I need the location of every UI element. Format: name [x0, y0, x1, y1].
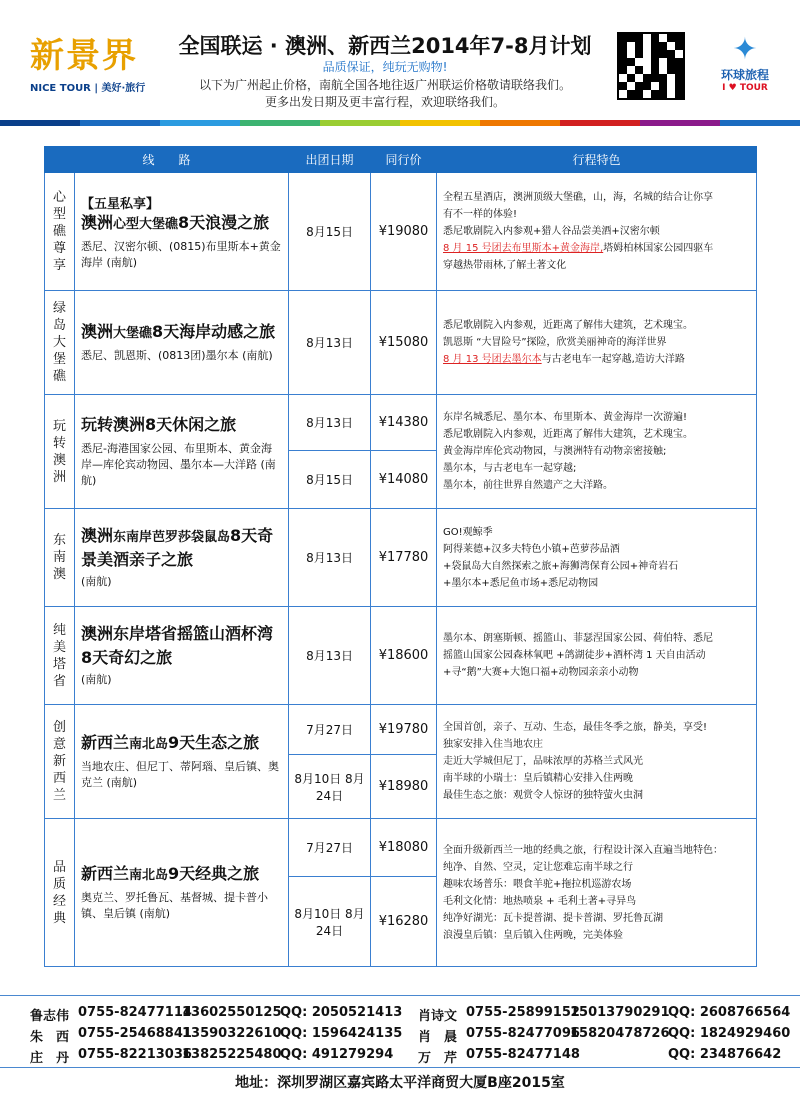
feature-text: +墨尔本+悉尼鱼市场+悉尼动物园 [443, 577, 599, 589]
price-cell: ¥18980 [371, 755, 437, 819]
route-cell [75, 607, 289, 705]
category-cell [45, 395, 75, 509]
header-features: 行程特色 [437, 147, 757, 173]
contact-qq: QQ: 1596424135 [280, 1026, 403, 1041]
route-title-rest: 湾8天奇幻之旅 [81, 624, 274, 667]
date-cell: 7月27日 [289, 705, 371, 755]
contact-phone: 0755-82213036 [78, 1047, 192, 1062]
star-icon: ✦ [732, 32, 758, 67]
feature-text: 摇篮山国家公园森林氧吧 +鸽湖徒步+酒杯湾 1 天自由活动 [443, 650, 706, 661]
category-cell [45, 173, 75, 291]
category-char: 礁 [52, 369, 66, 384]
contact-mobile: 13590322610 [182, 1026, 282, 1041]
category-char: 西 [52, 771, 66, 786]
features-cell [437, 509, 757, 607]
price-cell: ¥19080 [371, 173, 437, 291]
feature-text: 最佳生态之旅：观赏令人惊讶的独特萤火虫洞 [443, 790, 644, 801]
category-char: 尊 [52, 241, 66, 256]
feature-text-after: 塔姆柏林国家公园四驱车 [603, 243, 714, 254]
feature-line [443, 842, 750, 859]
tagline: 品质保证，纯玩无购物! [322, 60, 448, 74]
feature-text: 阿得莱德+汉多夫特色小镇+芭萝莎品酒 [443, 543, 620, 555]
qr-code-icon [617, 32, 685, 100]
date-cell: 8月10日 8月24日 [289, 877, 371, 967]
feature-line [443, 189, 750, 206]
route-title-small: 心型大堡礁 [113, 216, 179, 232]
feature-text: 独家安排入住当地农庄 [443, 739, 544, 750]
feature-line [443, 630, 750, 647]
contact-name: 肖 晨 [418, 1030, 458, 1045]
feature-text: 全面升级新西兰一地的经典之旅，行程设计深入直遍当地特色： [443, 844, 724, 856]
intro-line-2: 更多出发日期及更丰富行程，欢迎联络我们。 [264, 95, 505, 109]
category-char: 东 [52, 533, 66, 548]
feature-text: 全程五星酒店，澳洲顶级大堡礁，山，海，名城的结合让你享 [443, 192, 714, 203]
feature-text: 凯恩斯 “大冒险号”探险，欣赏美丽神奇的海洋世界 [443, 337, 667, 348]
contact-qq: QQ: 2050521413 [280, 1005, 403, 1020]
route-cell [75, 819, 289, 967]
contact-phone: 0755-25468841 [78, 1026, 192, 1041]
address: 地址：深圳罗湖区嘉宾路太平洋商贸大厦B座2015室 [235, 1075, 565, 1091]
table-row [45, 607, 757, 705]
features-cell [437, 173, 757, 291]
feature-line [443, 859, 750, 876]
contact-mobile: 15013790291 [570, 1005, 670, 1020]
route-title-rest: 8天奇景美酒亲子之旅 [81, 526, 274, 569]
feature-text: 纯净、自然、空灵，定让您难忘南半球之行 [443, 861, 634, 873]
category-char: 美 [52, 639, 66, 655]
table-row [45, 395, 757, 451]
feature-line [443, 257, 750, 274]
feature-text: 走近大学城但尼丁，品味浓厚的苏格兰式风光 [443, 756, 644, 767]
feature-text: +袋鼠岛大自然探索之旅+海狮湾保育公园+神奇岩石 [443, 560, 679, 572]
route-cell [75, 509, 289, 607]
contact-phone: 0755-82477114 [78, 1005, 192, 1020]
route-title-small: 东南岸芭罗莎袋鼠岛 [113, 530, 231, 545]
route-desc: 奥克兰、罗托鲁瓦、基督城、提卡普小镇、皇后镇 (南航) [81, 891, 268, 920]
contact-qq: QQ: 1824929460 [668, 1026, 791, 1041]
features-cell [437, 819, 757, 967]
category-char: 品 [52, 859, 66, 875]
feature-text: 纯净好湖光：瓦卡提普湖、提卡普湖、罗托鲁瓦湖 [443, 912, 664, 924]
category-char: 南 [52, 550, 66, 565]
category-cell [45, 819, 75, 967]
category-char: 享 [52, 258, 66, 273]
route-desc: 当地农庄、但尼丁、蒂阿瑙、皇后镇、奥克兰 (南航) [81, 760, 279, 789]
contact-phone: 0755-25899152 [466, 1005, 580, 1020]
date-cell: 7月27日 [289, 819, 371, 877]
route-desc: 悉尼、汉密尔顿、(0815)布里斯本+黄金海岸 (南航) [81, 239, 281, 269]
feature-line [443, 317, 750, 334]
price-cell: ¥19780 [371, 705, 437, 755]
route-title-rest: 9天经典之旅 [168, 864, 260, 883]
feature-text: 浪漫皇后镇：皇后镇入住两晚，完美体验 [443, 929, 624, 941]
category-char: 岛 [52, 318, 66, 333]
route-desc: (南航) [81, 575, 112, 588]
table-header-row [45, 147, 757, 173]
category-char: 洲 [52, 469, 66, 485]
feature-text-after: 与古老电车一起穿越,造访大洋路 [541, 354, 685, 365]
page-title: 全国联运 · 澳洲、新西兰2014年7-8月计划 [178, 34, 592, 58]
contact-mobile: 13602550125 [182, 1005, 282, 1020]
feature-text: 黄金海岸库伦宾动物园，与澳洲特有动物亲密接触; [443, 446, 667, 457]
features-cell [437, 607, 757, 705]
feature-line [443, 206, 750, 223]
feature-line [443, 443, 750, 460]
date-cell: 8月13日 [289, 509, 371, 607]
feature-line [443, 575, 750, 592]
features-cell [437, 395, 757, 509]
route-title-main: 澳洲 [81, 526, 114, 545]
contact-qq: QQ: 234876642 [668, 1047, 782, 1062]
feature-line [443, 460, 750, 477]
route-title-rest: 8天休闲之旅 [145, 415, 237, 434]
feature-line [443, 647, 750, 664]
feature-line [443, 787, 750, 804]
category-char: 典 [52, 910, 66, 926]
route-title-rest: 8天海岸动感之旅 [152, 322, 276, 341]
feature-line [443, 753, 750, 770]
feature-text: 悉尼歌剧院入内参观，近距离了解伟大建筑，艺术瑰宝。 [443, 429, 694, 440]
table-row [45, 173, 757, 291]
feature-line [443, 541, 750, 558]
route-title-main: 新西兰 [81, 733, 130, 752]
feature-line [443, 770, 750, 787]
nice-tour-logo [30, 28, 150, 98]
category-char: 质 [52, 876, 66, 892]
feature-text: +寻“鹅”大赛+大饱口福+动物园亲亲小动物 [443, 667, 639, 678]
contact-name: 鲁志伟 [30, 1009, 70, 1024]
table-row [45, 291, 757, 395]
date-cell: 8月13日 [289, 607, 371, 705]
category-char: 澳 [52, 452, 66, 468]
feature-line [443, 558, 750, 575]
contact-mobile: 15820478726 [570, 1026, 670, 1041]
category-char: 意 [52, 737, 66, 752]
feature-line [443, 910, 750, 927]
feature-text: 悉尼歌剧院入内参观+猎人谷品尝美酒+汉密尔顿 [443, 226, 660, 237]
feature-text: 8 月 15 号团去布里斯本+黄金海岸, [443, 243, 604, 254]
contact-qq: QQ: 2608766564 [668, 1005, 791, 1020]
category-char: 心 [52, 190, 66, 205]
route-cell [75, 291, 289, 395]
feature-line [443, 524, 750, 541]
logo-subtext: NICE TOUR | 美好·旅行 [30, 83, 146, 94]
route-cell [75, 173, 289, 291]
contact-name: 朱 西 [30, 1030, 70, 1045]
route-title-small: 大堡礁 [113, 326, 153, 341]
category-char: 塔 [52, 656, 66, 672]
category-cell [45, 509, 75, 607]
brand-name: 环球旅程 [720, 68, 769, 82]
features-cell [437, 291, 757, 395]
route-title-main: 澳洲东岸塔省摇篮山酒杯 [81, 624, 258, 643]
contact-name: 肖诗文 [418, 1009, 458, 1024]
feature-line [443, 334, 750, 351]
route-title-rest: 9天生态之旅 [168, 733, 260, 752]
category-cell [45, 607, 75, 705]
route-cell [75, 395, 289, 509]
category-cell [45, 291, 75, 395]
route-desc: (南航) [81, 673, 112, 686]
color-stripe [0, 120, 800, 126]
date-cell: 8月13日 [289, 395, 371, 451]
table-row [45, 819, 757, 877]
route-title [81, 321, 282, 345]
contact-name: 万 芹 [418, 1051, 458, 1066]
feature-text: 8 月 13 号团去墨尔本 [443, 354, 542, 365]
features-cell [437, 705, 757, 819]
feature-line [443, 240, 750, 257]
category-char: 堡 [52, 352, 66, 367]
feature-text: 南半球的小瑞士：皇后镇精心安排入住两晚 [443, 773, 634, 784]
route-tag: 【五星私享】 [81, 196, 160, 212]
table-row [45, 705, 757, 755]
category-char: 创 [52, 720, 66, 735]
price-cell: ¥16280 [371, 877, 437, 967]
feature-text: 墨尔本、朗塞斯顿、摇篮山、菲瑟涅国家公园、荷伯特、悉尼 [443, 633, 714, 644]
route-title [81, 414, 282, 438]
contact-footer [0, 995, 800, 1100]
category-char: 绿 [52, 301, 66, 316]
feature-line [443, 223, 750, 240]
category-char: 纯 [52, 622, 66, 638]
table-row [45, 509, 757, 607]
category-char: 玩 [52, 418, 66, 434]
route-title [81, 525, 282, 571]
price-cell: ¥15080 [371, 291, 437, 395]
page-header [0, 0, 800, 120]
feature-line [443, 927, 750, 944]
itinerary-table [44, 146, 757, 967]
route-title-small: 南北岛 [129, 868, 169, 883]
category-cell [45, 705, 75, 819]
contact-phone: 0755-82477148 [466, 1047, 580, 1062]
route-title-main: 澳洲 [81, 322, 114, 341]
feature-text: 悉尼歌剧院入内参观，近距离了解伟大建筑，艺术瑰宝。 [443, 320, 694, 331]
contact-name: 庄 丹 [30, 1051, 70, 1066]
logo-text: 新景界 [30, 36, 138, 76]
feature-text: 墨尔本，前往世界自然遗产之大洋路。 [443, 480, 614, 491]
route-title [81, 863, 282, 887]
date-cell: 8月13日 [289, 291, 371, 395]
feature-line [443, 426, 750, 443]
category-char: 澳 [52, 567, 66, 582]
category-char: 省 [52, 673, 66, 689]
category-char: 礁 [52, 224, 66, 239]
contact-phone: 0755-82477096 [466, 1026, 580, 1041]
feature-text: 趣味农场普乐：喂食羊驼+拖拉机巡游农场 [443, 878, 632, 890]
contact-mobile: 13825225480 [182, 1047, 282, 1062]
date-cell: 8月10日 8月24日 [289, 755, 371, 819]
feature-text: 墨尔本，与古老电车一起穿越; [443, 463, 577, 474]
category-char: 转 [52, 435, 66, 451]
feature-line [443, 351, 750, 368]
route-desc: 悉尼、凯恩斯、(0813团)墨尔本 (南航) [81, 349, 273, 362]
route-title-small: 南北岛 [129, 737, 169, 752]
route-title-main: 澳洲 [81, 212, 114, 232]
header-date: 出团日期 [289, 147, 371, 173]
feature-line [443, 736, 750, 753]
contact-qq: QQ: 491279294 [280, 1047, 394, 1062]
feature-line [443, 876, 750, 893]
category-char: 大 [52, 335, 66, 350]
price-cell: ¥14080 [371, 451, 437, 509]
route-title [81, 212, 282, 236]
price-cell: ¥18080 [371, 819, 437, 877]
brand-subtext: I ♥ TOUR [722, 83, 768, 93]
feature-line [443, 664, 750, 681]
category-char: 经 [52, 893, 66, 909]
price-cell: ¥18600 [371, 607, 437, 705]
route-title-main: 玩转澳洲 [81, 415, 146, 434]
header-price: 同行价 [371, 147, 437, 173]
route-title [81, 623, 282, 669]
route-title-rest: 8天浪漫之旅 [178, 212, 270, 232]
category-char: 兰 [52, 788, 66, 803]
category-char: 型 [52, 207, 66, 222]
route-title [81, 732, 282, 756]
route-desc: 悉尼-海港国家公园、布里斯本、黄金海岸—库伦宾动物园、墨尔本—大洋路 (南航) [81, 442, 276, 487]
feature-text: 东岸名城悉尼、墨尔本、布里斯本、黄金海岸一次游遍! [443, 412, 688, 423]
feature-line [443, 477, 750, 494]
price-cell: ¥14380 [371, 395, 437, 451]
feature-line [443, 409, 750, 426]
feature-text: 全国首创，亲子、互动、生态，最佳冬季之旅，静美，享受! [443, 722, 708, 733]
intro-line-1: 以下为广州起止价格，南航全国各地往返广州联运价格敬请联络我们。 [198, 78, 571, 92]
category-char: 新 [52, 754, 66, 769]
price-cell: ¥17780 [371, 509, 437, 607]
date-cell: 8月15日 [289, 173, 371, 291]
header-route: 线 路 [45, 147, 289, 173]
feature-text: GO!观鲸季 [443, 526, 493, 538]
route-title-main: 新西兰 [81, 864, 130, 883]
feature-line [443, 893, 750, 910]
feature-text: 有不一样的体验! [443, 209, 518, 220]
date-cell: 8月15日 [289, 451, 371, 509]
route-cell [75, 705, 289, 819]
feature-text: 穿越热带雨林,了解土著文化 [443, 260, 567, 271]
global-tour-logo [700, 34, 790, 104]
feature-text: 毛利文化情：地热喷泉 + 毛利土著+寻异鸟 [443, 895, 637, 907]
feature-line [443, 719, 750, 736]
